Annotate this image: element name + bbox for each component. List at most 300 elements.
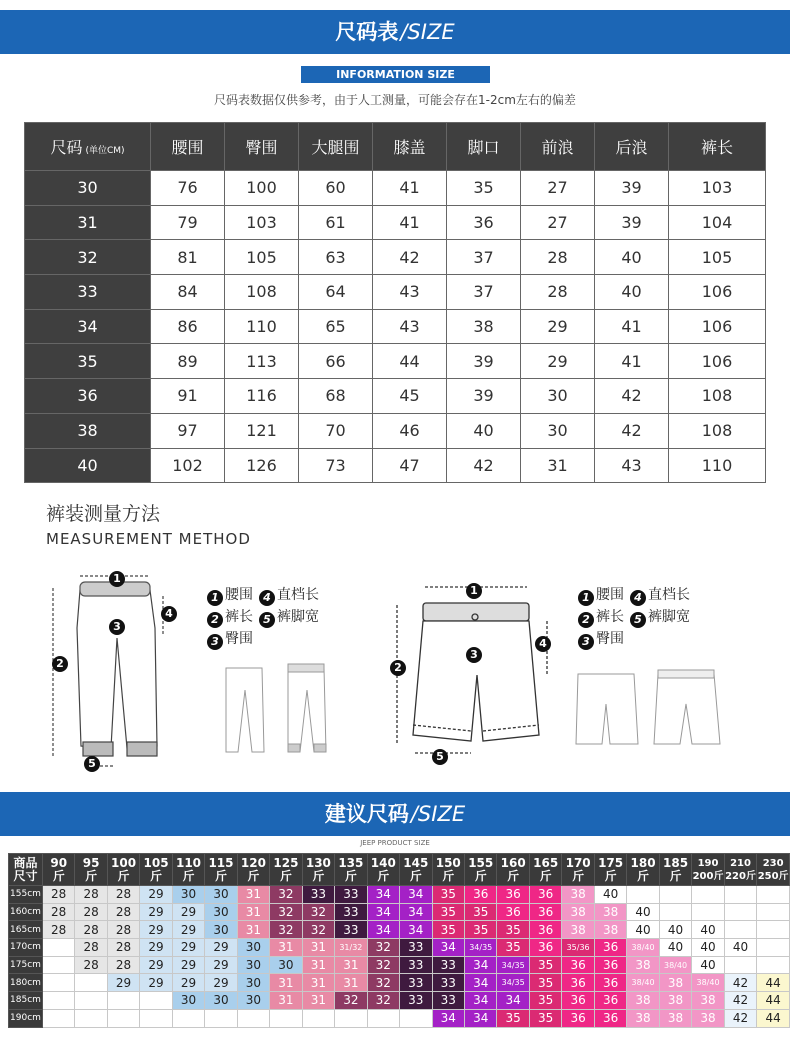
- recommend-cell: [205, 1009, 237, 1027]
- table-row: [9, 1009, 790, 1027]
- table-row: [25, 379, 766, 414]
- size-cell: 33: [25, 275, 151, 310]
- recommend-cell: 29: [172, 903, 204, 921]
- size-cell: 36: [25, 379, 151, 414]
- weight-header: 110 斤: [172, 854, 204, 886]
- recommend-cell: 40: [692, 956, 725, 974]
- marker-3-icon: 3: [109, 619, 125, 635]
- recommend-cell: 34: [432, 1009, 464, 1027]
- measure-cell: 39: [447, 344, 521, 379]
- recommend-cell: 35/36: [562, 939, 594, 957]
- recommend-cell: 44: [757, 1009, 790, 1027]
- recommend-cell: 28: [42, 921, 74, 939]
- weight-header: 180 斤: [627, 854, 659, 886]
- weight-header: 140 斤: [367, 854, 399, 886]
- recommend-cell: 38: [594, 903, 626, 921]
- recommend-cell: 28: [107, 939, 139, 957]
- recommend-cell: 30: [237, 956, 269, 974]
- recommend-cell: 31: [237, 921, 269, 939]
- recommend-cell: 40: [724, 939, 757, 957]
- recommend-cell: [724, 903, 757, 921]
- measure-cell: 41: [373, 205, 447, 240]
- recommend-cell: 34: [464, 974, 496, 992]
- recommend-cell: 29: [172, 921, 204, 939]
- recommend-cell: 35: [464, 921, 496, 939]
- recommend-cell: 38: [659, 974, 691, 992]
- height-cell: 160cm: [9, 903, 43, 921]
- table-row: [25, 309, 766, 344]
- measure-cell: 105: [225, 240, 299, 275]
- measure-cell: 84: [151, 275, 225, 310]
- recommend-cell: 44: [757, 992, 790, 1010]
- recommend-cell: 35: [497, 921, 529, 939]
- measurement-subtitle: MEASUREMENT METHOD: [46, 530, 251, 548]
- recommend-cell: 38/40: [692, 974, 725, 992]
- measure-cell: 106: [669, 275, 766, 310]
- recommend-cell: 36: [594, 939, 626, 957]
- column-header: 膝盖: [373, 123, 447, 171]
- measure-cell: 35: [447, 171, 521, 206]
- recommend-cell: [757, 956, 790, 974]
- table-row: [9, 956, 790, 974]
- recommend-cell: 38: [659, 1009, 691, 1027]
- recommend-cell: 40: [627, 921, 659, 939]
- recommend-cell: [724, 956, 757, 974]
- recommend-cell: 32: [367, 974, 399, 992]
- measure-cell: 81: [151, 240, 225, 275]
- size-cell: 31: [25, 205, 151, 240]
- recommend-cell: 28: [42, 886, 74, 904]
- measure-cell: 27: [521, 171, 595, 206]
- measurement-note: 尺码表数据仅供参考，由于人工测量，可能会存在1-2cm左右的偏差: [214, 93, 576, 107]
- measure-cell: 40: [595, 240, 669, 275]
- recommend-cell: 32: [302, 921, 334, 939]
- recommend-cell: 32: [270, 921, 302, 939]
- recommend-cell: 30: [172, 992, 204, 1010]
- recommend-cell: 33: [432, 956, 464, 974]
- recommend-cell: 36: [529, 886, 561, 904]
- weight-header: 90 斤: [42, 854, 74, 886]
- banner-title: 尺码表: [335, 20, 399, 44]
- recommend-cell: 40: [659, 939, 691, 957]
- weight-header: 170 斤: [562, 854, 594, 886]
- recommend-size-banner: [0, 792, 790, 836]
- recommend-cell: 31: [270, 992, 302, 1010]
- recommend-cell: [107, 1009, 139, 1027]
- weight-header: 120 斤: [237, 854, 269, 886]
- recommend-cell: 30: [172, 886, 204, 904]
- recommend-cell: 38: [562, 921, 594, 939]
- recommend-cell: [75, 992, 107, 1010]
- measure-cell: 103: [669, 171, 766, 206]
- recommend-cell: [757, 903, 790, 921]
- pants-thumbnails: [218, 660, 338, 760]
- recommend-cell: 42: [724, 974, 757, 992]
- measure-cell: 79: [151, 205, 225, 240]
- recommend-cell: 36: [529, 939, 561, 957]
- recommend-cell: 32: [367, 956, 399, 974]
- recommend-cell: [140, 1009, 172, 1027]
- column-header: 前浪: [521, 123, 595, 171]
- measure-cell: 105: [669, 240, 766, 275]
- recommend-cell: 29: [140, 956, 172, 974]
- measure-cell: 40: [447, 413, 521, 448]
- recommend-cell: [692, 886, 725, 904]
- recommend-cell: 29: [107, 974, 139, 992]
- recommend-cell: 28: [75, 921, 107, 939]
- measure-cell: 103: [225, 205, 299, 240]
- recommend-cell: 35: [529, 1009, 561, 1027]
- recommend-cell: 29: [140, 974, 172, 992]
- measure-cell: 27: [521, 205, 595, 240]
- recommend-cell: 35: [529, 992, 561, 1010]
- recommend-cell: 34: [464, 1009, 496, 1027]
- measure-cell: 30: [521, 379, 595, 414]
- marker-1-icon: 1: [109, 571, 125, 587]
- table-row: [25, 413, 766, 448]
- recommend-cell: 38: [562, 903, 594, 921]
- recommend-cell: 32: [367, 939, 399, 957]
- recommend-cell: [335, 1009, 367, 1027]
- column-header: 后浪: [595, 123, 669, 171]
- recommend-cell: 33: [302, 886, 334, 904]
- recommend-cell: 36: [529, 903, 561, 921]
- recommend-cell: 33: [432, 992, 464, 1010]
- measure-cell: 37: [447, 275, 521, 310]
- measure-cell: 46: [373, 413, 447, 448]
- size-cell: 32: [25, 240, 151, 275]
- recommend-cell: 29: [205, 939, 237, 957]
- recommend-cell: 28: [75, 939, 107, 957]
- recommend-cell: 28: [107, 886, 139, 904]
- size-table: [24, 122, 766, 483]
- legend-right: 1 腰围 4 直档长 2 裤长 5 裤脚宽 3 臀围: [578, 584, 696, 650]
- recommend-cell: 36: [562, 1009, 594, 1027]
- recommend-cell: 34: [367, 903, 399, 921]
- marker-3-icon: 3: [466, 647, 482, 663]
- recommend-cell: 30: [270, 956, 302, 974]
- recommend-cell: 38: [659, 992, 691, 1010]
- measure-cell: 63: [299, 240, 373, 275]
- column-header: 脚口: [447, 123, 521, 171]
- marker-1-icon: 1: [466, 583, 482, 599]
- recommend-cell: 35: [432, 903, 464, 921]
- recommend-cell: 31: [237, 886, 269, 904]
- weight-header: 115 斤: [205, 854, 237, 886]
- recommend-cell: 29: [140, 886, 172, 904]
- measure-cell: 65: [299, 309, 373, 344]
- measure-cell: 44: [373, 344, 447, 379]
- recommend-cell: [42, 1009, 74, 1027]
- recommend-cell: 40: [627, 903, 659, 921]
- product-size-caption: JEEP PRODUCT SIZE: [360, 839, 430, 847]
- recommend-cell: 36: [529, 921, 561, 939]
- measure-cell: 41: [595, 344, 669, 379]
- column-header: 大腿围: [299, 123, 373, 171]
- measure-cell: 30: [521, 413, 595, 448]
- marker-5-icon: 5: [432, 749, 448, 765]
- weight-header: 145 斤: [400, 854, 432, 886]
- table-row: [25, 240, 766, 275]
- measure-cell: 43: [373, 309, 447, 344]
- marker-5-icon: 5: [84, 756, 100, 772]
- recommend-cell: 38/40: [659, 956, 691, 974]
- recommend-cell: 34/35: [497, 956, 529, 974]
- measurement-title: 裤装测量方法: [46, 503, 161, 525]
- shorts-diagram: [385, 575, 565, 765]
- recommend-cell: 33: [400, 974, 432, 992]
- size-cell: 40: [25, 448, 151, 483]
- recommend-cell: [172, 1009, 204, 1027]
- size-cell: 34: [25, 309, 151, 344]
- size-cell: 30: [25, 171, 151, 206]
- column-header: 裤长: [669, 123, 766, 171]
- table-row: [9, 921, 790, 939]
- recommend-cell: 31: [270, 974, 302, 992]
- recommend-cell: 34: [400, 921, 432, 939]
- recommend-cell: [724, 886, 757, 904]
- recommend-cell: 38: [692, 992, 725, 1010]
- measure-cell: 104: [669, 205, 766, 240]
- recommend-cell: 29: [172, 939, 204, 957]
- measure-cell: 108: [669, 379, 766, 414]
- recommend-cell: 31: [302, 974, 334, 992]
- recommend-cell: 33: [335, 886, 367, 904]
- measure-cell: 68: [299, 379, 373, 414]
- recommend-cell: 36: [497, 903, 529, 921]
- recommend-cell: 31: [335, 956, 367, 974]
- measure-cell: 31: [521, 448, 595, 483]
- weight-header: 95 斤: [75, 854, 107, 886]
- measure-cell: 91: [151, 379, 225, 414]
- recommend-cell: 31: [302, 939, 334, 957]
- weight-header: 105 斤: [140, 854, 172, 886]
- long-pants-diagram: [45, 568, 185, 778]
- information-size-badge: INFORMATION SIZE: [301, 66, 490, 83]
- recommend-cell: 33: [335, 921, 367, 939]
- recommend-cell: 36: [594, 974, 626, 992]
- banner-suffix: /SIZE: [410, 802, 466, 826]
- measure-cell: 106: [669, 344, 766, 379]
- recommend-cell: 34: [464, 956, 496, 974]
- recommend-cell: [237, 1009, 269, 1027]
- recommend-cell: [75, 974, 107, 992]
- measure-cell: 113: [225, 344, 299, 379]
- measure-cell: 29: [521, 309, 595, 344]
- recommend-cell: 31: [237, 903, 269, 921]
- recommend-cell: 31: [335, 974, 367, 992]
- measure-cell: 64: [299, 275, 373, 310]
- measure-cell: 97: [151, 413, 225, 448]
- measure-cell: 37: [447, 240, 521, 275]
- weight-header: 130 斤: [302, 854, 334, 886]
- recommend-cell: 30: [205, 886, 237, 904]
- weight-header: 210 220斤: [724, 854, 757, 886]
- recommend-cell: 30: [237, 939, 269, 957]
- table-row: [25, 344, 766, 379]
- measure-cell: 43: [595, 448, 669, 483]
- weight-header: 165 斤: [529, 854, 561, 886]
- recommend-cell: 33: [400, 956, 432, 974]
- recommend-cell: 42: [724, 992, 757, 1010]
- recommend-cell: [42, 992, 74, 1010]
- weight-header: 150 斤: [432, 854, 464, 886]
- recommend-cell: 33: [335, 903, 367, 921]
- measure-cell: 102: [151, 448, 225, 483]
- recommend-cell: 30: [205, 903, 237, 921]
- recommend-cell: [367, 1009, 399, 1027]
- recommend-cell: 29: [205, 974, 237, 992]
- recommend-cell: 34/35: [497, 974, 529, 992]
- measure-cell: 76: [151, 171, 225, 206]
- height-cell: 185cm: [9, 992, 43, 1010]
- weight-header: 190 200斤: [692, 854, 725, 886]
- recommend-cell: 33: [432, 974, 464, 992]
- recommend-cell: 36: [562, 974, 594, 992]
- recommend-cell: 34: [367, 886, 399, 904]
- table-row: [9, 974, 790, 992]
- recommend-cell: [724, 921, 757, 939]
- recommend-cell: [757, 886, 790, 904]
- table-row: [9, 903, 790, 921]
- recommend-cell: 40: [692, 921, 725, 939]
- recommend-cell: 31: [302, 956, 334, 974]
- weight-header: 185 斤: [659, 854, 691, 886]
- measure-cell: 126: [225, 448, 299, 483]
- column-header: 腰围: [151, 123, 225, 171]
- recommend-cell: [140, 992, 172, 1010]
- recommend-cell: 34: [400, 903, 432, 921]
- recommend-cell: 40: [659, 921, 691, 939]
- recommend-cell: 33: [400, 939, 432, 957]
- recommend-cell: 30: [205, 992, 237, 1010]
- marker-2-icon: 2: [52, 656, 68, 672]
- recommend-cell: 38: [594, 921, 626, 939]
- recommend-cell: 35: [497, 939, 529, 957]
- height-cell: 190cm: [9, 1009, 43, 1027]
- recommend-cell: 31: [270, 939, 302, 957]
- measure-cell: 41: [373, 171, 447, 206]
- recommend-cell: 36: [594, 992, 626, 1010]
- table-row: [9, 992, 790, 1010]
- recommend-cell: 34: [367, 921, 399, 939]
- recommend-cell: 35: [464, 903, 496, 921]
- weight-header: 175 斤: [594, 854, 626, 886]
- measure-cell: 43: [373, 275, 447, 310]
- recommend-size-table: [8, 853, 790, 1028]
- recommend-cell: 29: [172, 974, 204, 992]
- recommend-cell: 28: [75, 886, 107, 904]
- recommend-cell: 33: [400, 992, 432, 1010]
- recommend-cell: 44: [757, 974, 790, 992]
- weight-header: 125 斤: [270, 854, 302, 886]
- recommend-cell: 36: [562, 956, 594, 974]
- height-cell: 175cm: [9, 956, 43, 974]
- recommend-cell: 35: [529, 956, 561, 974]
- measure-cell: 110: [225, 309, 299, 344]
- recommend-cell: 28: [75, 903, 107, 921]
- recommend-cell: [42, 956, 74, 974]
- measure-cell: 42: [595, 413, 669, 448]
- recommend-cell: [42, 939, 74, 957]
- recommend-cell: 38: [627, 992, 659, 1010]
- recommend-cell: 31: [302, 992, 334, 1010]
- recommend-cell: 28: [42, 903, 74, 921]
- measure-cell: 73: [299, 448, 373, 483]
- weight-header: 155 斤: [464, 854, 496, 886]
- recommend-cell: [400, 1009, 432, 1027]
- recommend-cell: 29: [140, 903, 172, 921]
- recommend-cell: [692, 903, 725, 921]
- column-header: 臀围: [225, 123, 299, 171]
- recommend-cell: [627, 886, 659, 904]
- measure-cell: 42: [373, 240, 447, 275]
- size-cell: 35: [25, 344, 151, 379]
- recommend-cell: 35: [529, 974, 561, 992]
- recommend-cell: 29: [140, 939, 172, 957]
- height-cell: 165cm: [9, 921, 43, 939]
- recommend-cell: 38: [562, 886, 594, 904]
- marker-4-icon: 4: [161, 606, 177, 622]
- table-row: [25, 205, 766, 240]
- recommend-cell: 28: [107, 956, 139, 974]
- measure-cell: 42: [447, 448, 521, 483]
- recommend-cell: 34: [400, 886, 432, 904]
- measure-cell: 41: [595, 309, 669, 344]
- recommend-cell: 36: [562, 992, 594, 1010]
- measure-cell: 121: [225, 413, 299, 448]
- recommend-cell: 35: [432, 921, 464, 939]
- recommend-cell: 32: [302, 903, 334, 921]
- table-row: [9, 886, 790, 904]
- recommend-cell: 32: [335, 992, 367, 1010]
- size-header: 尺码 (单位CM): [25, 123, 151, 171]
- measure-cell: 28: [521, 275, 595, 310]
- measure-cell: 36: [447, 205, 521, 240]
- recommend-cell: 38/40: [627, 974, 659, 992]
- measure-cell: 70: [299, 413, 373, 448]
- recommend-cell: 35: [432, 886, 464, 904]
- recommend-cell: 42: [724, 1009, 757, 1027]
- recommend-cell: 34: [464, 992, 496, 1010]
- recommend-cell: [757, 939, 790, 957]
- measure-cell: 60: [299, 171, 373, 206]
- recommend-cell: [107, 992, 139, 1010]
- measure-cell: 29: [521, 344, 595, 379]
- recommend-cell: 34/35: [464, 939, 496, 957]
- measure-cell: 108: [669, 413, 766, 448]
- weight-header: 135 斤: [335, 854, 367, 886]
- recommend-cell: 38/40: [627, 939, 659, 957]
- shorts-thumbnails: [572, 664, 732, 750]
- recommend-cell: 40: [594, 886, 626, 904]
- banner-title: 建议尺码: [324, 802, 409, 826]
- table-row: [25, 275, 766, 310]
- recommend-cell: [75, 1009, 107, 1027]
- measure-cell: 89: [151, 344, 225, 379]
- legend-left: 1 腰围 4 直档长 2 裤长 5 裤脚宽 3 臀围: [207, 584, 325, 650]
- size-cell: 38: [25, 413, 151, 448]
- recommend-cell: 28: [107, 903, 139, 921]
- measure-cell: 47: [373, 448, 447, 483]
- recommend-cell: 38: [627, 1009, 659, 1027]
- measure-cell: 28: [521, 240, 595, 275]
- measure-cell: 39: [595, 171, 669, 206]
- measure-cell: 66: [299, 344, 373, 379]
- recommend-cell: [42, 974, 74, 992]
- height-cell: 170cm: [9, 939, 43, 957]
- table-row: [25, 171, 766, 206]
